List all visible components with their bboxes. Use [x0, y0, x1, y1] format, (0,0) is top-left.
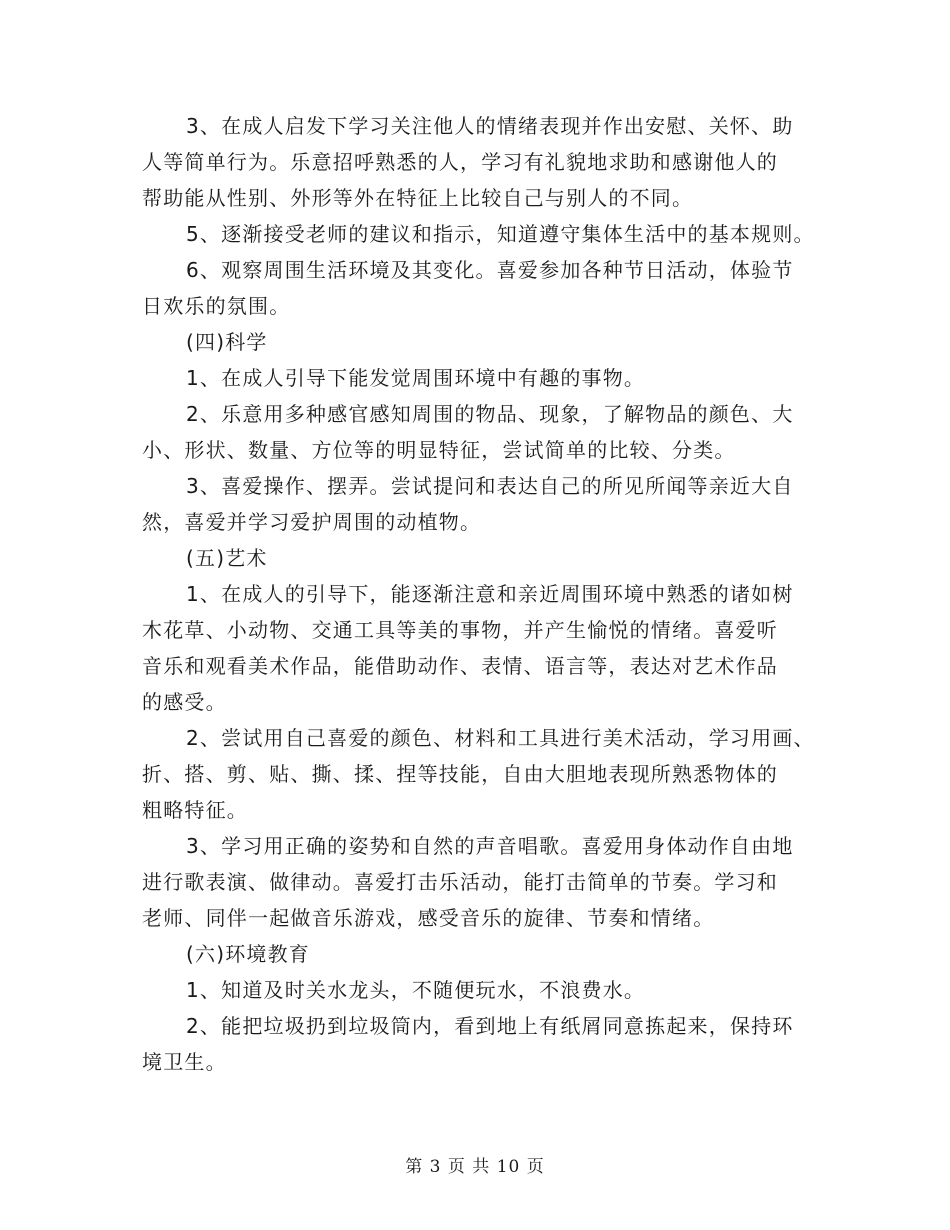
text-line: 5、逐渐接受老师的建议和指示，知道遵守集体生活中的基本规则。 [186, 222, 815, 246]
text-line: 3、喜爱操作、摆弄。尝试提问和表达自己的所见所闻等亲近大自 [186, 474, 794, 498]
text-line: 1、在成人引导下能发觉周围环境中有趣的事物。 [186, 366, 646, 390]
text-line: 的感受。 [142, 690, 227, 714]
text-line: 粗略特征。 [142, 798, 248, 822]
page-number-footer: 第 3 页 共 10 页 [405, 1157, 545, 1177]
text-line: 6、观察周围生活环境及其变化。喜爱参加各种节日活动，体验节 [186, 258, 794, 282]
text-line: 帮助能从性别、外形等外在特征上比较自己与别人的不同。 [142, 186, 694, 210]
text-line: 木花草、小动物、交通工具等美的事物，并产生愉悦的情绪。喜爱听 [142, 618, 778, 642]
text-line: 2、尝试用自己喜爱的颜色、材料和工具进行美术活动，学习用画、 [186, 726, 815, 750]
text-line: 进行歌表演、做律动。喜爱打击乐活动，能打击简单的节奏。学习和 [142, 870, 778, 894]
text-line: 日欢乐的氛围。 [142, 294, 291, 318]
text-line: 2、乐意用多种感官感知周围的物品、现象，了解物品的颜色、大 [186, 402, 794, 426]
text-line: 然，喜爱并学习爱护周围的动植物。 [142, 510, 482, 534]
text-line: 3、学习用正确的姿势和自然的声音唱歌。喜爱用身体动作自由地 [186, 834, 794, 858]
text-line: 境卫生。 [142, 1050, 227, 1074]
text-line: 老师、同伴一起做音乐游戏，感受音乐的旋律、节奏和情绪。 [142, 906, 715, 930]
section-heading: (六)环境教育 [186, 942, 311, 966]
text-line: 音乐和观看美术作品，能借助动作、表情、语言等，表达对艺术作品 [142, 654, 778, 678]
text-line: 小、形状、数量、方位等的明显特征，尝试简单的比较、分类。 [142, 438, 736, 462]
section-heading: (四)科学 [186, 330, 268, 354]
text-line: 1、知道及时关水龙头，不随便玩水，不浪费水。 [186, 978, 646, 1002]
text-line: 人等简单行为。乐意招呼熟悉的人，学习有礼貌地求助和感谢他人的 [142, 150, 778, 174]
section-heading: (五)艺术 [186, 546, 268, 570]
text-line: 3、在成人启发下学习关注他人的情绪表现并作出安慰、关怀、助 [186, 114, 794, 138]
text-line: 1、在成人的引导下，能逐渐注意和亲近周围环境中熟悉的诸如树 [186, 582, 794, 606]
text-line: 折、搭、剪、贴、撕、揉、捏等技能，自由大胆地表现所熟悉物体的 [142, 762, 778, 786]
text-line: 2、能把垃圾扔到垃圾筒内，看到地上有纸屑同意拣起来，保持环 [186, 1014, 794, 1038]
